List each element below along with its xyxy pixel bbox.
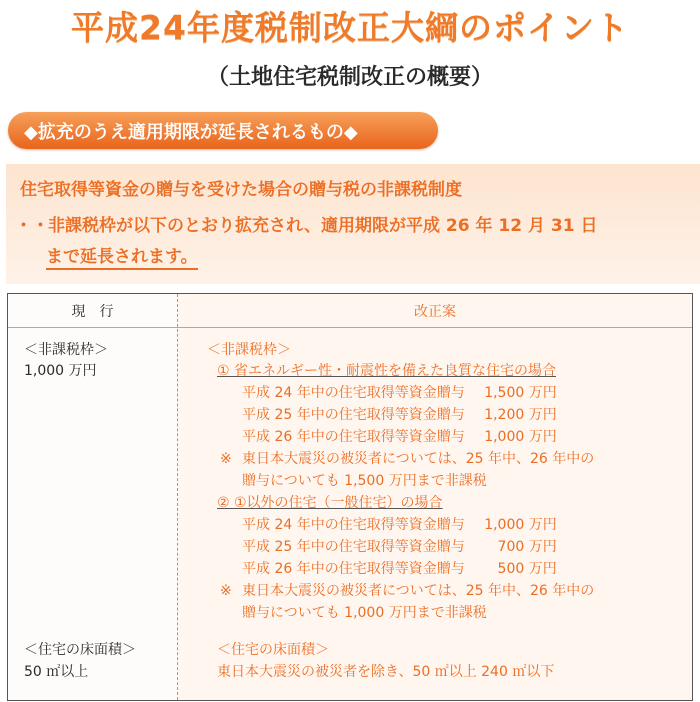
proposal-floor-value: 東日本大震災の被災者を除き、50 ㎡以上 240 ㎡以下 bbox=[217, 664, 555, 680]
case1-row-2-label: 平成 25 年中の住宅取得等資金贈与 bbox=[242, 407, 465, 423]
case2-row-1-label: 平成 24 年中の住宅取得等資金贈与 bbox=[242, 517, 465, 533]
case2-row-3 bbox=[242, 559, 557, 579]
case1-row-1-label: 平成 24 年中の住宅取得等資金贈与 bbox=[242, 385, 465, 401]
header-proposal: 改正案 bbox=[414, 304, 456, 320]
case1-row-3 bbox=[242, 427, 557, 447]
current-limit-value: 1,000 万円 bbox=[24, 363, 97, 379]
band-text-line2: まで延長されます。 bbox=[46, 242, 198, 270]
case1-row-3-label: 平成 26 年中の住宅取得等資金贈与 bbox=[242, 429, 465, 445]
band-heading: 住宅取得等資金の贈与を受けた場合の贈与税の非課税制度 bbox=[20, 180, 462, 200]
comparison-table bbox=[7, 293, 693, 701]
page-subtitle: （土地住宅税制改正の概要） bbox=[206, 65, 493, 90]
current-floor-value: 50 ㎡以上 bbox=[24, 664, 89, 680]
case2-row-2 bbox=[242, 537, 557, 557]
case2-note-mark: ※ bbox=[220, 583, 232, 599]
column-divider bbox=[177, 294, 179, 700]
case1-note-line1: 東日本大震災の被災者については、25 年中、26 年中の bbox=[242, 451, 595, 467]
header-divider bbox=[8, 327, 692, 328]
case1-row-1 bbox=[242, 383, 557, 403]
case1-row-2-amount: 1,200 万円 bbox=[484, 407, 557, 423]
case2-row-1-amount: 1,000 万円 bbox=[484, 517, 557, 533]
band-bullet: ・・ bbox=[15, 216, 49, 236]
case1-row-2 bbox=[242, 405, 557, 425]
case1-title: ① 省エネルギー性・耐震性を備えた良質な住宅の場合 bbox=[217, 363, 556, 379]
page-title: 平成24年度税制改正大綱のポイント bbox=[71, 8, 629, 47]
section-pill: ◆拡充のうえ適用期限が延長されるもの◆ bbox=[8, 112, 438, 149]
case2-row-2-amount: 700 万円 bbox=[497, 539, 557, 555]
proposal-floor-label: ＜住宅の床面積＞ bbox=[217, 642, 329, 658]
band-text-line1: 非課税枠が以下のとおり拡充され、適用期限が平成 26 年 12 月 31 日 bbox=[48, 216, 598, 236]
proposal-limit-label: ＜非課税枠＞ bbox=[207, 342, 291, 358]
case2-row-1 bbox=[242, 515, 557, 535]
case2-row-3-amount: 500 万円 bbox=[497, 561, 557, 577]
case2-title: ② ①以外の住宅（一般住宅）の場合 bbox=[217, 495, 443, 511]
header-current: 現行 bbox=[71, 304, 128, 320]
case2-note-line1: 東日本大震災の被災者については、25 年中、26 年中の bbox=[242, 583, 595, 599]
case1-row-1-amount: 1,500 万円 bbox=[484, 385, 557, 401]
case1-row-3-amount: 1,000 万円 bbox=[484, 429, 557, 445]
case1-note-mark: ※ bbox=[220, 451, 232, 467]
current-floor-label: ＜住宅の床面積＞ bbox=[24, 642, 136, 658]
case2-note-line2: 贈与についても 1,000 万円まで非課税 bbox=[242, 605, 487, 621]
case2-row-3-label: 平成 26 年中の住宅取得等資金贈与 bbox=[242, 561, 465, 577]
case2-row-2-label: 平成 25 年中の住宅取得等資金贈与 bbox=[242, 539, 465, 555]
case1-note-line2: 贈与についても 1,500 万円まで非課税 bbox=[242, 473, 487, 489]
current-limit-label: ＜非課税枠＞ bbox=[24, 342, 108, 358]
